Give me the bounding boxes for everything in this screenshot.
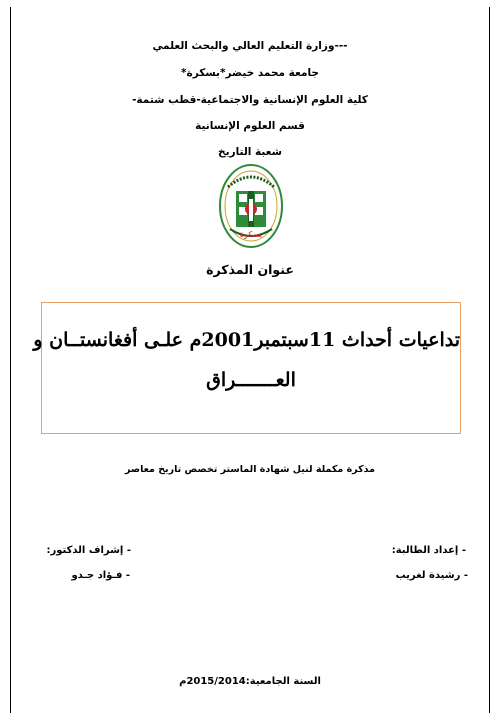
seal-caption: بسكرة bbox=[239, 230, 263, 239]
title-line-2: العـــــــراق bbox=[206, 369, 296, 391]
department-line: قسم العلوم الإنسانية bbox=[195, 120, 305, 132]
title-line-1: تداعيات أحداث 11سبتمبر2001م علـى أفغانستــان و bbox=[33, 329, 460, 351]
student-name: - رشيدة لغريب bbox=[395, 570, 468, 581]
memo-description: مذكرة مكملة لنيل شهادة الماستر تخصص تاريخ معاصر bbox=[125, 464, 375, 475]
title-box bbox=[33, 302, 461, 434]
faculty-line: كلية العلوم الإنسانية والاجتماعية-قطب شتمة- bbox=[132, 94, 368, 106]
supervisor-name: - فـؤاد جـدو bbox=[71, 570, 130, 581]
supervisor-label: - إشراف الدكتور: bbox=[46, 545, 131, 556]
academic-year: السنة الجامعية:2015/2014م bbox=[179, 676, 321, 687]
subject-label: عنوان المذكرة bbox=[206, 262, 294, 277]
student-label: - إعداد الطالبة: bbox=[391, 545, 466, 556]
branch-line: شعبة التاريخ bbox=[218, 146, 282, 158]
university-line: جامعة محمد خيضر*بسكرة* bbox=[181, 67, 319, 79]
university-seal-icon bbox=[218, 163, 284, 249]
ministry-line: ---وزارة التعليم العالي والبحث العلمي bbox=[152, 40, 348, 52]
